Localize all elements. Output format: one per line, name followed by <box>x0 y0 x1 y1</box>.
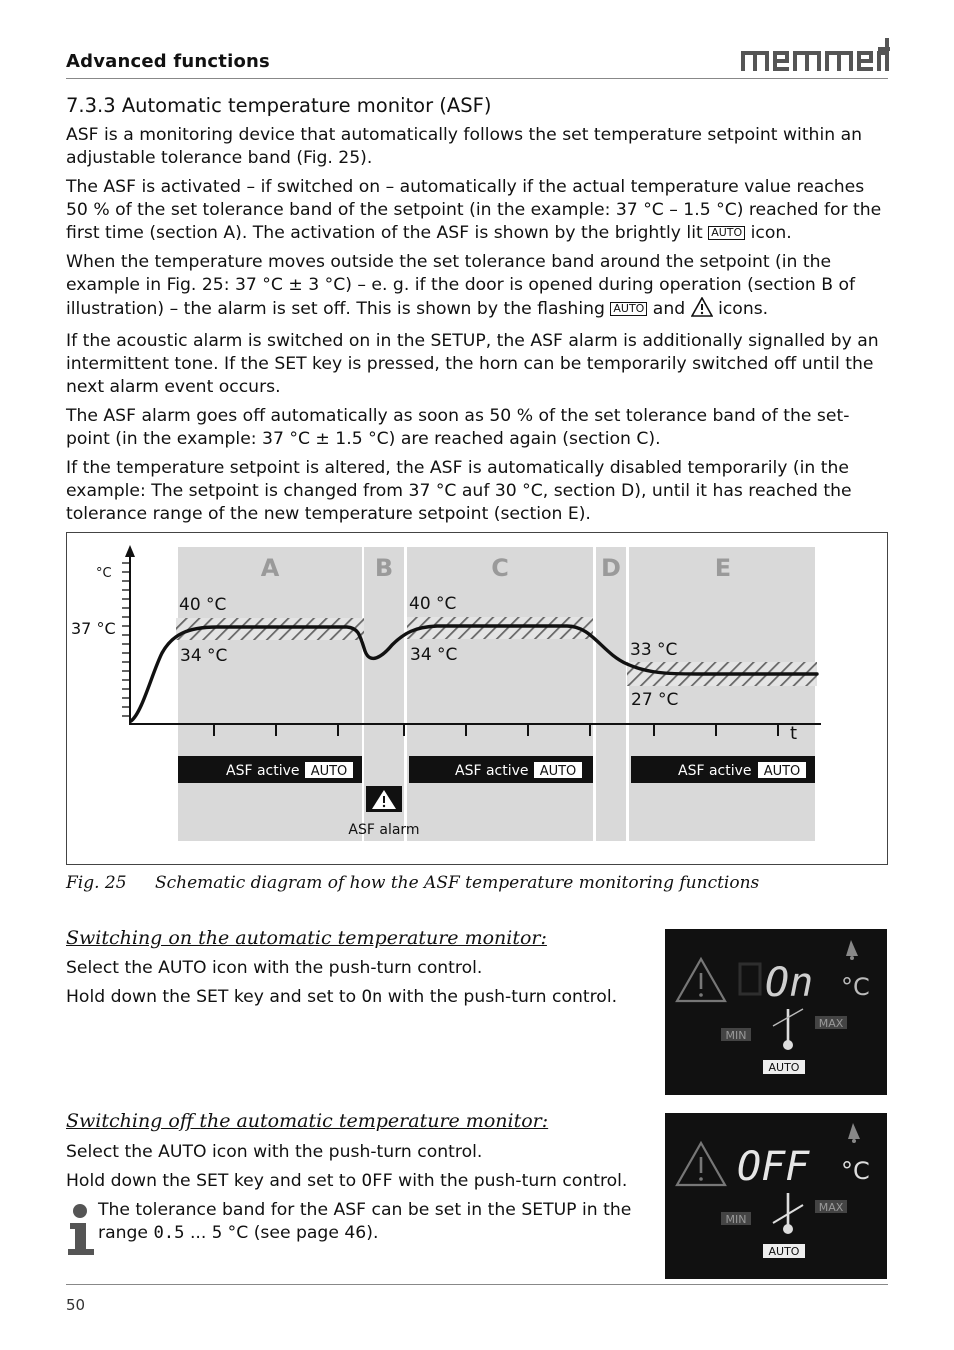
auto-badge: AUTO <box>610 302 647 316</box>
asf-active-bar-a <box>178 756 362 783</box>
auto-badge: AUTO <box>763 764 801 779</box>
band-e-lower-label: 27 °C <box>631 690 679 710</box>
band-a-lower-label: 34 °C <box>180 646 228 666</box>
header-section-title: Advanced functions <box>66 51 270 72</box>
y-axis-arrow <box>125 545 135 557</box>
section-label-a: A <box>260 554 280 582</box>
asf-alarm-warning-icon <box>366 786 402 812</box>
paragraph-intro: ASF is a monitoring device that automatically follows the set temperature setpoint within an adjustable tolerance band (Fig. 25). <box>66 125 863 168</box>
asf-active-label: ASF active <box>455 763 529 779</box>
min-label: MIN <box>725 1029 747 1042</box>
switch-off-step-1: Select the AUTO icon with the push-turn control. <box>66 1142 483 1162</box>
info-icon <box>64 1203 98 1259</box>
asf-active-bar-c <box>409 756 593 783</box>
paragraph-setpoint-change: If the temperature setpoint is altered, the ASF is automatically disabled temporarily (in the example: The setpoint is changed from 37 °C auf 30 °C, section D), until it has reached the tolerance range of the new temperature setpoint (section E). <box>66 458 852 524</box>
memmert-logo <box>740 36 890 74</box>
display-on-panel <box>665 929 887 1095</box>
y-axis-setpoint-label: 37 °C <box>71 619 116 638</box>
info-tip-text: The tolerance band for the ASF can be set in the SETUP in the range 0.5 ... 5 °C (see page 46). <box>98 1200 632 1243</box>
bell-icon <box>846 940 858 956</box>
section-a-bg <box>178 547 362 841</box>
section-label-e: E <box>714 554 732 582</box>
lcd-code-min: 0.5 <box>153 1223 185 1243</box>
figure-caption <box>66 873 759 893</box>
figure-number: Fig. 25 <box>66 873 127 893</box>
lcd-code-max: 5 <box>211 1223 223 1243</box>
asf-diagram <box>66 532 888 865</box>
warning-icon <box>691 297 713 324</box>
switch-on-step-1: Select the AUTO icon with the push-turn control. <box>66 958 483 978</box>
bell-icon <box>848 1123 860 1139</box>
section-c-bg <box>407 547 593 841</box>
paragraph-acoustic: If the acoustic alarm is switched on in the SETUP, the ASF alarm is additionally signalled by an intermittent tone. If the SET key is pressed, the horn can be temporarily switched off until the next alarm event occurs. <box>66 331 879 397</box>
paragraph-activation: The ASF is activated – if switched on – automatically if the actual temperature value reaches 50 % of the set tolerance band of the setpoint (in the example: 37 °C – 1.5 °C) reached for the first time (section A). The activation of the ASF is shown by the brightly lit AUTO icon. <box>66 177 882 243</box>
header-rule <box>66 78 888 79</box>
switch-off-heading: Switching off the automatic temperature monitor: <box>66 1110 549 1132</box>
section-d-bg <box>596 547 626 841</box>
switch-off-step-2: Hold down the SET key and set to OFF with the push-turn control. <box>66 1171 628 1191</box>
asf-active-bar-e <box>631 756 815 783</box>
x-axis-label: t <box>790 723 798 744</box>
paragraph-reset: The ASF alarm goes off automatically as soon as 50 % of the set tolerance band of the set-point (in the example: 37 °C ± 1.5 °C) are reached again (section C). <box>66 406 850 449</box>
band-a-upper-label: 40 °C <box>179 595 227 615</box>
switch-on-step-2: Hold down the SET key and set to On with the push-turn control. <box>66 987 618 1007</box>
tolerance-band-c <box>407 617 593 639</box>
display-off-panel <box>665 1113 887 1279</box>
section-label-d: D <box>601 554 621 582</box>
asf-active-label: ASF active <box>678 763 752 779</box>
section-heading: 7.3.3 Automatic temperature monitor (ASF) <box>66 94 492 117</box>
auto-label: AUTO <box>768 1061 800 1074</box>
switch-on-heading: Switching on the automatic temperature monitor: <box>66 927 547 949</box>
auto-badge: AUTO <box>310 764 348 779</box>
figure-caption-text: Schematic diagram of how the ASF temperature monitoring functions <box>155 873 760 893</box>
lcd-code-on: On <box>361 987 383 1007</box>
lcd-code-off: OFF <box>361 1171 393 1191</box>
min-label: MIN <box>725 1213 747 1226</box>
band-c-lower-label: 34 °C <box>410 645 458 665</box>
band-e-upper-label: 33 °C <box>630 640 678 660</box>
auto-badge: AUTO <box>539 764 577 779</box>
lcd-unit: °C <box>841 973 870 1001</box>
paragraph-alarm: When the temperature moves outside the set tolerance band around the setpoint (in the example in Fig. 25: 37 °C ± 3 °C) – e. g. if the door is opened during operation (section B of illustration) – the alarm is set off. This is shown by the flashing AUTO and icons. <box>66 251 888 324</box>
lcd-unit: °C <box>841 1157 870 1185</box>
max-label: MAX <box>818 1201 844 1214</box>
y-axis-ticks <box>122 563 130 716</box>
auto-badge: AUTO <box>708 226 745 240</box>
thermometer-icon <box>773 1193 803 1225</box>
asf-active-label: ASF active <box>226 763 300 779</box>
band-c-upper-label: 40 °C <box>409 594 457 614</box>
page-number: 50 <box>66 1296 86 1314</box>
auto-label: AUTO <box>768 1245 800 1258</box>
section-label-b: B <box>374 554 394 582</box>
asf-alarm-label: ASF alarm <box>348 822 420 838</box>
lcd-display-value: On <box>765 960 814 1006</box>
lcd-display-value: OFF <box>737 1144 810 1190</box>
footer-rule <box>66 1284 888 1285</box>
y-axis-unit: °C <box>96 566 112 581</box>
body-text <box>66 124 888 532</box>
max-label: MAX <box>818 1017 844 1030</box>
thermometer-icon <box>773 1009 803 1041</box>
section-label-c: C <box>491 554 509 582</box>
